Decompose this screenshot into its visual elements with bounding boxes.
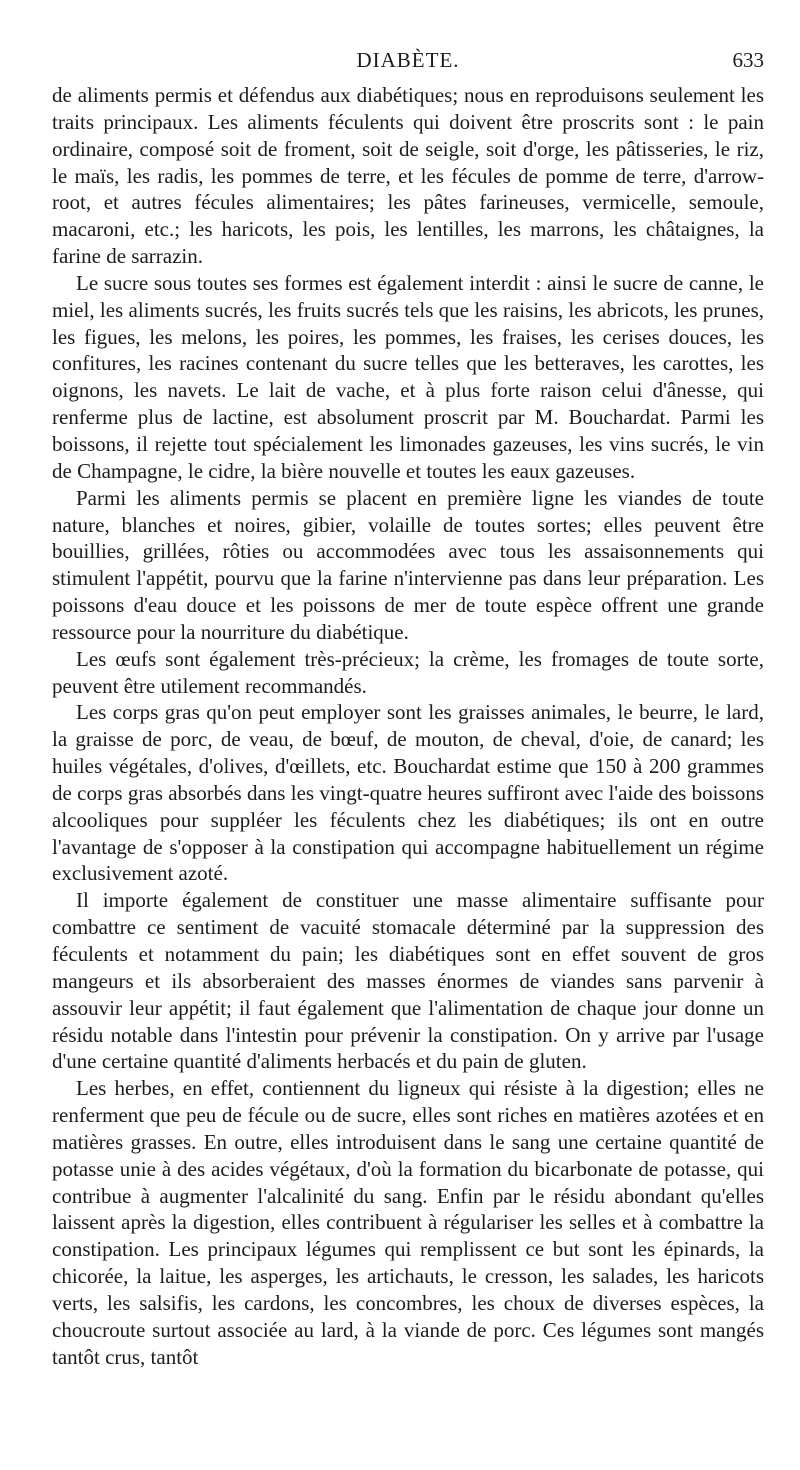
paragraph-food-mass: Il importe également de constituer une masse alimentaire suffisante pour combattre ce sentiment de vacuité stomacale déterminé par la suppression des féculents et notamment du pain; les diabétiques sont en effet souvent de gros mangeurs et ils absorberaient des masses énormes de viandes sans parvenir à assouvir leur appétit; il faut également que l'alimentation de chaque jour donne un résidu notable dans l'intestin pour prévenir la constipation. On y arrive par l'usage d'une certaine quantité d'aliments herbacés et du pain de gluten.: [52, 888, 764, 1074]
running-header: [52, 44, 764, 82]
paragraph-forbidden-starches: de aliments permis et défendus aux diabétiques; nous en reproduisons seulement les traits principaux. Les aliments féculents qui doivent être proscrits sont : le pain ordinaire, composé soit de froment, soit de seigle, soit d'orge, les pâtisseries, le riz, le maïs, les radis, les pommes de terre, et les fécules de pomme de terre, d'arrow-root, et autres fécules alimentaires; les pâtes farineuses, vermicelle, semoule, macaroni, etc.; les haricots, les pois, les lentilles, les marrons, les châtaignes, la farine de sarrazin.: [52, 83, 764, 269]
body-text: [52, 82, 764, 1371]
page-number: 633: [732, 48, 764, 72]
paragraph-eggs: Les œufs sont également très-précieux; la crème, les fromages de toute sorte, peuvent être utilement recommandés.: [52, 646, 764, 698]
paragraph-meats: Parmi les aliments permis se placent en première ligne les viandes de toute nature, blanches et noires, gibier, volaille de toutes sortes; elles peuvent être bouillies, grillées, rôties ou accommodées avec tous les assaisonnements qui stimulent l'appétit, pourvu que la farine n'intervienne pas dans leur préparation. Les poissons d'eau douce et les poissons de mer de toute espèce offrent une grande ressource pour la nourriture du diabétique.: [52, 485, 764, 644]
running-title: DIABÈTE.: [356, 48, 460, 72]
paragraph-sugar: Le sucre sous toutes ses formes est également interdit : ainsi le sucre de canne, le miel, les aliments sucrés, les fruits sucrés tels que les raisins, les abricots, les prunes, les figues, les melons, les poires, les pommes, les fraises, les cerises douces, les confitures, les racines contenant du sucre telles que les betteraves, les carottes, les oignons, les navets. Le lait de vache, et à plus forte raison celui d'ânesse, qui renferme plus de lactine, est absolument proscrit par M. Bouchardat. Parmi les boissons, il rejette tout spécialement les limonades gazeuses, les vins sucrés, le vin de Champagne, le cidre, la bière nouvelle et toutes les eaux gazeuses.: [52, 270, 764, 483]
paragraph-fats: Les corps gras qu'on peut employer sont les graisses animales, le beurre, le lard, la graisse de porc, de veau, de bœuf, de mouton, de cheval, d'oie, de canard; les huiles végétales, d'olives, d'œillets, etc. Bouchardat estime que 150 à 200 grammes de corps gras absorbés dans les vingt-quatre heures suffiront avec l'aide des boissons alcooliques pour suppléer les féculents chez les diabétiques; ils ont en outre l'avantage de s'opposer à la constipation qui accompagne habituellement un régime exclusivement azoté.: [52, 700, 764, 886]
paragraph-herbs: Les herbes, en effet, contiennent du ligneux qui résiste à la digestion; elles ne renferment que peu de fécule ou de sucre, elles sont riches en matières azotées et en matières grasses. En outre, elles introduisent dans le sang une certaine quantité de potasse unie à des acides végétaux, d'où la formation du bicarbonate de potasse, qui contribue à augmenter l'alcalinité du sang. Enfin par le résidu abondant qu'elles laissent après la digestion, elles contribuent à régulariser les selles et à combattre la constipation. Les principaux légumes qui remplissent ce but sont les épinards, la chicorée, la laitue, les asperges, les artichauts, le cresson, les salades, les haricots verts, les salsifis, les cardons, les concombres, les choux de diverses espèces, la choucroute surtout associée au lard, à la viande de porc. Ces légumes sont mangés tantôt crus, tantôt: [52, 1076, 764, 1369]
